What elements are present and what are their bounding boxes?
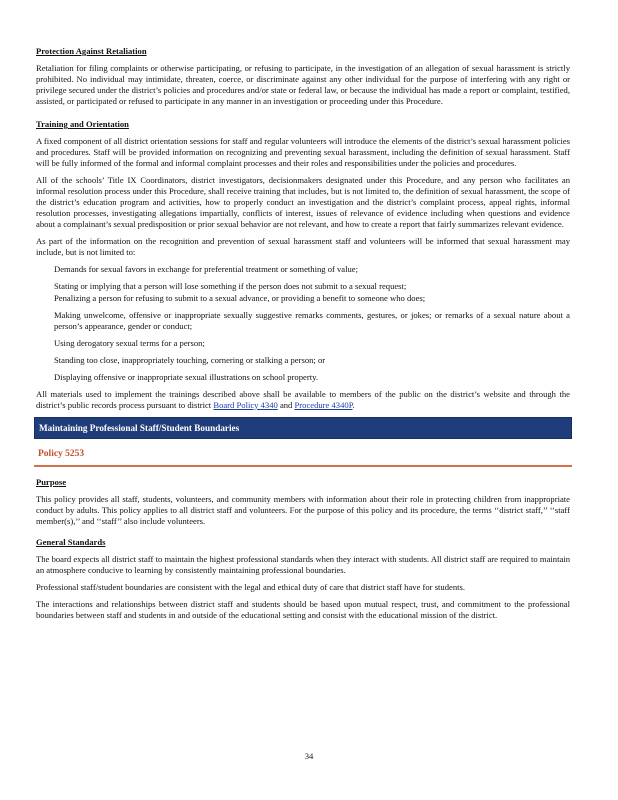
list-item: Stating or implying that a person will lose something if the person does not submit to a sexual request; [36, 281, 570, 292]
procedure-4340p-link[interactable]: Procedure 4340P [294, 400, 353, 410]
banner-title: Maintaining Professional Staff/Student Boundaries [39, 423, 240, 433]
protection-paragraph: Retaliation for filing complaints or otherwise participating, or refusing to participate, in the investigation of an allegation of sexual harassment is strictly prohibited. No individual may intimidate, threaten, coerce, or discriminate against any other individual for the purpose of interfering with any right or privilege secured under the district’s policies and procedures and/or state or federal law, or because the individual has made a report or complaint, testified, assisted, or participated or refused to participate in any manner in an investigation or proceeding under this Procedure. [36, 63, 570, 106]
list-item: Demands for sexual favors in exchange for preferential treatment or something of value; [36, 264, 570, 275]
bullet-icon [36, 355, 54, 366]
general-standards-heading: General Standards [36, 537, 106, 547]
list-item: Using derogatory sexual terms for a person; [36, 338, 570, 349]
policy-number-row [34, 443, 572, 467]
bullet-icon [36, 310, 54, 332]
list-item: Penalizing a person for refusing to submit to a sexual advance, or providing a benefit to someone who does; [36, 293, 570, 304]
list-item: Displaying offensive or inappropriate sexual illustrations on school property. [36, 372, 570, 383]
bullet-icon [36, 281, 54, 292]
harassment-examples-list [36, 264, 570, 383]
training-paragraph-2: All of the schools’ Title IX Coordinators, district investigators, decisionmakers designated under this Procedure, and any person who facilitates an informal resolution process under this Procedure, shall receive training that includes, but is not limited to, the definition of sexual harassment, the scope of the district’s education program and activities, how to properly conduct an investigation and the district’s complaint process, appeal rights, informal resolution processes, investigating allegations impartially, conflicts of interest, issues of relevance of evidence including when questions and evidence about a complainant’s sexual predisposition or prior sexual behavior are not relevant, and how to create a report that fairly summarizes relevant evidence. [36, 175, 570, 229]
general-paragraph-3: The interactions and relationships between district staff and students should be based upon mutual respect, trust, and commitment to the professional boundaries between staff and students in and outside of the educational setting and consist with the educational mission of the district. [36, 599, 570, 620]
list-item: Making unwelcome, offensive or inappropriate sexually suggestive remarks comments, gestures, or jokes; or remarks of a sexual nature about a person’s appearance, gender or conduct; [36, 310, 570, 332]
board-policy-4340-link[interactable]: Board Policy 4340 [213, 400, 278, 410]
section-banner [34, 417, 572, 439]
training-materials-paragraph: All materials used to implement the trainings described above shall be available to members of the public on the district’s website and through the district’s public records process pursuant to district Board Policy 4340 and Procedure 4340P. [36, 389, 570, 410]
list-item: Standing too close, inappropriately touching, cornering or stalking a person; or [36, 355, 570, 366]
bullet-icon [36, 338, 54, 349]
page-number: 34 [304, 751, 314, 761]
bullet-icon [36, 293, 54, 304]
protection-heading: Protection Against Retaliation [36, 46, 147, 56]
document-page [36, 46, 570, 627]
purpose-paragraph: This policy provides all staff, students, volunteers, and community members with information about their role in protecting children from inappropriate conduct by adults. This policy applies to all district staff and volunteers. For the purpose of this policy and its procedure, the terms ‘‘district staff,’’ ‘‘staff member(s),’’ and ‘‘staff’’ also include volunteers. [36, 494, 570, 526]
general-paragraph-2: Professional staff/student boundaries are consistent with the legal and ethical duty of care that district staff have for students. [36, 582, 466, 592]
training-paragraph-1: A fixed component of all district orientation sessions for staff and regular volunteers will introduce the elements of the district’s sexual harassment policies and procedures. Staff will be provided information on recognizing and preventing sexual harassment, including the definition of sexual harassment. Staff will be fully informed of the formal and informal complaint processes and their roles and responsibilities under the policies and procedures. [36, 136, 570, 168]
general-paragraph-1: The board expects all district staff to maintain the highest professional standards when they interact with students. All district staff are required to maintain an atmosphere conducive to learning by consistently maintaining professional boundaries. [36, 554, 570, 575]
training-paragraph-3: As part of the information on the recognition and prevention of sexual harassment staff and volunteers will be informed that sexual harassment may include, but is not limited to: [36, 236, 570, 257]
purpose-heading: Purpose [36, 477, 67, 487]
policy-label: Policy 5253 [38, 449, 85, 459]
bullet-icon [36, 372, 54, 383]
training-heading: Training and Orientation [36, 119, 129, 129]
bullet-icon [36, 264, 54, 275]
